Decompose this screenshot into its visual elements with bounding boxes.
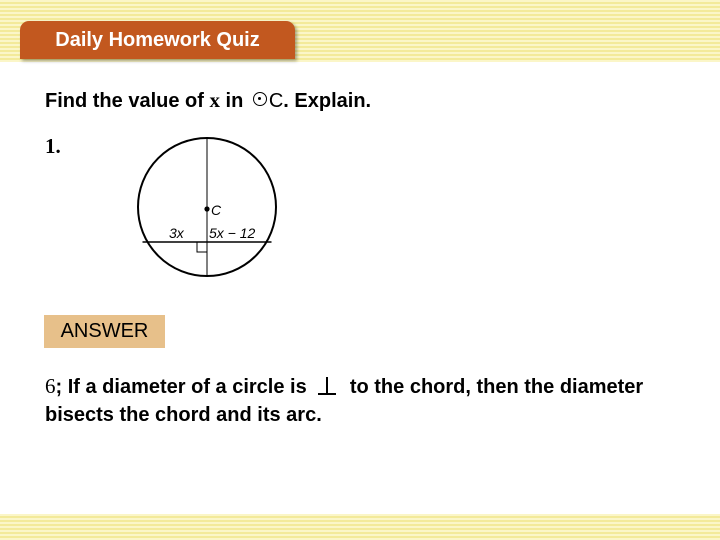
center-point — [204, 206, 209, 211]
answer-value: 6 — [45, 374, 56, 398]
bottom-decorative-band — [0, 514, 720, 540]
left-segment-label: 3x — [169, 225, 184, 241]
question-prefix: Find the value of — [45, 90, 210, 112]
circle-name: C — [268, 90, 284, 112]
answer-text-before: ; If a diameter of a circle is — [55, 376, 313, 398]
circle-dot-icon — [253, 92, 267, 106]
question-variable: x — [209, 88, 220, 112]
question-text — [45, 88, 371, 113]
right-segment-label: 5x − 12 — [209, 225, 256, 241]
answer-text-after: to the chord, then the diameter bisects the chord and its arc. — [45, 376, 644, 426]
perpendicular-icon — [318, 376, 336, 394]
answer-label: ANSWER — [44, 315, 165, 348]
question-suffix: . Explain. — [283, 90, 372, 112]
quiz-title: Daily Homework Quiz — [20, 21, 295, 59]
center-label: C — [211, 202, 222, 218]
question-middle: in — [219, 90, 249, 112]
answer-text — [45, 372, 685, 429]
circle-diagram — [125, 125, 305, 285]
right-angle-mark — [197, 242, 207, 252]
problem-number: 1. — [45, 134, 61, 158]
